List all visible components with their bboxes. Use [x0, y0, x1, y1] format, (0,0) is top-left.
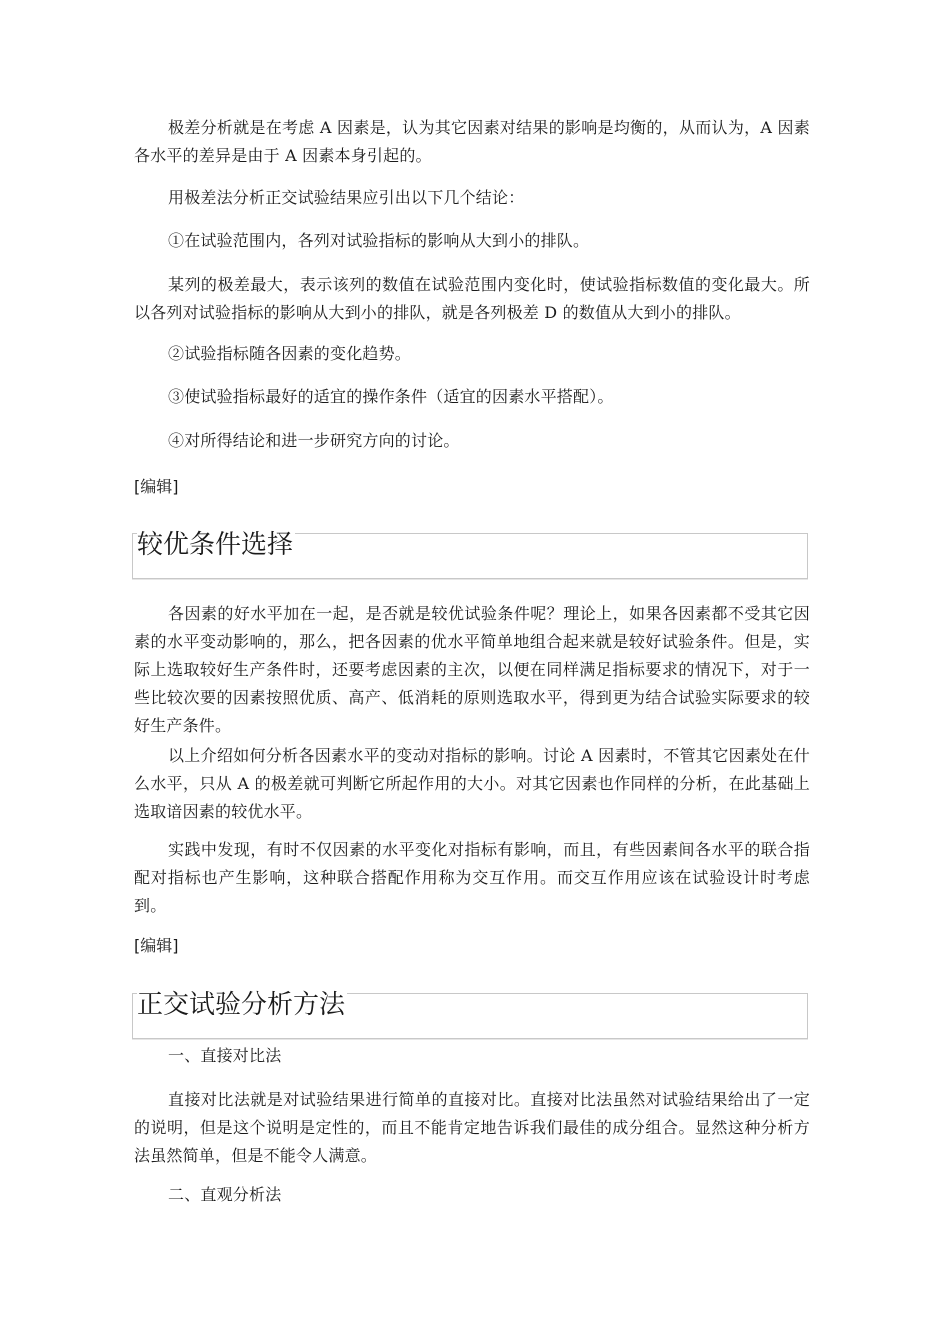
paragraph-range-analysis-definition: 极差分析就是在考虑 A 因素是，认为其它因素对结果的影响是均衡的，从而认为，A 因素各水平的差异是由于 A 因素本身引起的。: [134, 118, 810, 165]
paragraph-intuitive-analysis-title: 二、直观分析法: [168, 1185, 282, 1204]
section-heading-box-optimal-conditions: [132, 530, 808, 579]
paragraph-optimal-levels: 各因素的好水平加在一起，是否就是较优试验条件呢？理论上，如果各因素都不受其它因素的水平变动影响的，那么，把各因素的优水平简单地组合起来就是较好试验条件。但是，实际上选取较好生产条件时，还要考虑因素的主次，以便在同样满足指标要求的情况下，对于一些比较次要的因素按照优质、高产、低消耗的原则选取水平，得到更为结合试验实际要求的较好生产条件。: [134, 604, 810, 735]
section-heading-analysis-methods: 正交试验分析方法: [137, 990, 346, 1020]
paragraph-conclusion-4: ④对所得结论和进一步研究方向的讨论。: [168, 431, 460, 450]
paragraph-conclusion-2: ②试验指标随各因素的变化趋势。: [168, 344, 412, 363]
edit-link-2[interactable]: [编辑]: [134, 936, 179, 955]
paragraph-direct-comparison: 直接对比法就是对试验结果进行简单的直接对比。直接对比法虽然对试验结果给出了一定的说明，但是这个说明是定性的，而且不能肯定地告诉我们最佳的成分组合。显然这种分析方法虽然简单，但是不能令人满意。: [134, 1090, 810, 1165]
section-heading-box-analysis-methods: [132, 990, 808, 1039]
edit-link-1[interactable]: [编辑]: [134, 477, 179, 496]
paragraph-factor-analysis: 以上介绍如何分析各因素水平的变动对指标的影响。讨论 A 因素时，不管其它因素处在什么水平，只从 A 的极差就可判断它所起作用的大小。对其它因素也作同样的分析，在此基础上选取谙因素的较优水平。: [134, 746, 810, 821]
paragraph-direct-comparison-title: 一、直接对比法: [168, 1046, 282, 1065]
paragraph-conclusion-3: ③使试验指标最好的适宜的操作条件（适宜的因素水平搭配）。: [168, 387, 614, 406]
paragraph-conclusions-intro: 用极差法分析正交试验结果应引出以下几个结论：: [168, 188, 525, 207]
paragraph-interaction: 实践中发现，有时不仅因素的水平变化对指标有影响，而且，有些因素间各水平的联合指配对指标也产生影响，这种联合搭配作用称为交互作用。而交互作用应该在试验设计时考虑到。: [134, 840, 810, 915]
paragraph-largest-range-explanation: 某列的极差最大，表示该列的数值在试验范围内变化时，使试验指标数值的变化最大。所以各列对试验指标的影响从大到小的排队，就是各列极差 D 的数值从大到小的排队。: [134, 275, 810, 322]
section-heading-optimal-conditions: 较优条件选择: [137, 530, 294, 560]
paragraph-conclusion-1: ①在试验范围内，各列对试验指标的影响从大到小的排队。: [168, 231, 590, 250]
